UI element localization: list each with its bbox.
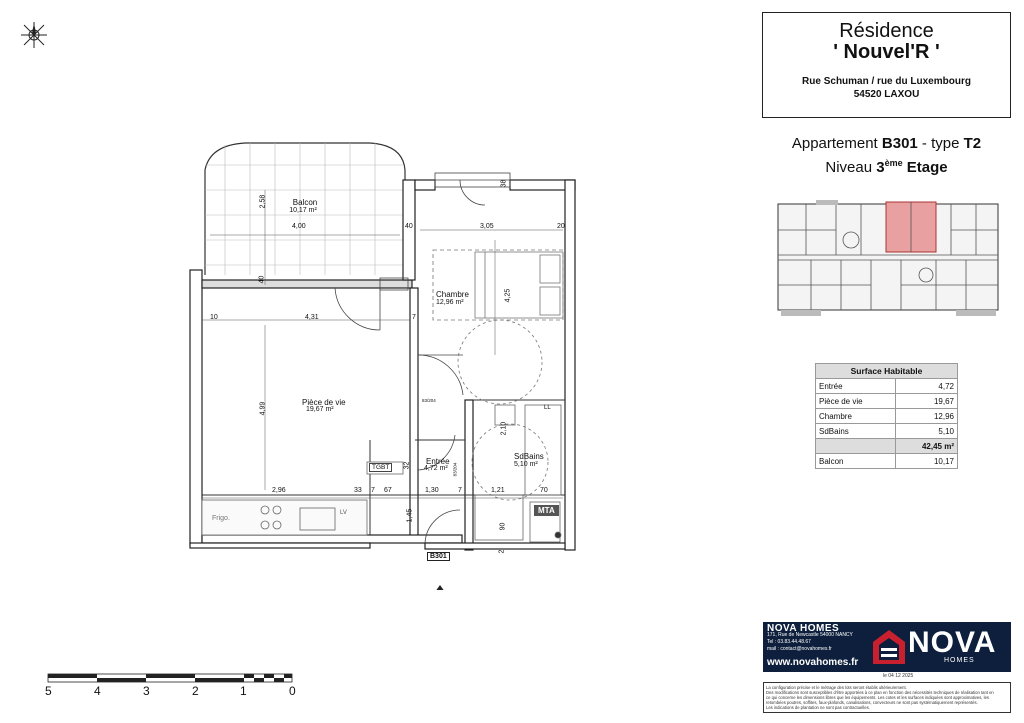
- room-label-chambre: Chambre: [436, 290, 469, 299]
- nova-house-icon: [872, 628, 906, 666]
- apartment-code: B301: [881, 135, 918, 152]
- scale-label: 1: [240, 684, 247, 698]
- disclaimer: [763, 682, 1011, 713]
- surface-table: [815, 363, 958, 469]
- key-plan: [776, 200, 1002, 318]
- company-info: [767, 625, 867, 653]
- floor-plan: [185, 140, 585, 590]
- room-area-chambre: 12,96 m²: [436, 299, 464, 306]
- level-suffix: Etage: [902, 159, 948, 176]
- dim-label: 4,00: [292, 223, 306, 230]
- row-value: 5,10: [896, 424, 958, 439]
- dim-label: 3,05: [480, 223, 494, 230]
- dim-label: 20: [557, 223, 565, 230]
- dim-label: 4,25: [504, 288, 512, 303]
- dim-label: 1,45: [406, 508, 414, 523]
- surface-table-header: Surface Habitable: [816, 364, 958, 379]
- dim-label: 10: [210, 314, 218, 321]
- dim-label: 70: [540, 487, 548, 494]
- entry-arrow-icon: [435, 585, 445, 590]
- row-value: 19,67: [896, 394, 958, 409]
- room-area-piece: 19,67 m²: [306, 406, 334, 413]
- table-row: [816, 379, 958, 394]
- ll-label: LL: [544, 405, 551, 411]
- disclaimer-line: ce qui concerne les dimensions libres que les équipements. Les cotes et les surfaces indiquées sont approximatives, les: [766, 695, 989, 700]
- total-row: [816, 439, 958, 454]
- room-label-balcon: [291, 198, 319, 207]
- company-mail: mail : contact@novahomes.fr: [767, 646, 832, 652]
- dim-label: 7: [458, 487, 462, 494]
- dim-label: 1,30: [425, 487, 439, 494]
- row-label: SdBains: [816, 424, 896, 439]
- level-line: [762, 158, 1011, 176]
- scale-label: 3: [143, 684, 150, 698]
- row-value: 10,17: [896, 454, 958, 469]
- table-row: [816, 394, 958, 409]
- level-superscript: ème: [884, 158, 903, 168]
- scale-label: 4: [94, 684, 101, 698]
- disclaimer-line: La configuration précise et le métrage des lots seront établis ultérieurement.: [766, 685, 907, 690]
- dim-label: 4,31: [305, 314, 319, 321]
- dim-label: 33: [354, 487, 362, 494]
- mta-label: MTA: [534, 505, 559, 516]
- table-row: [816, 454, 958, 469]
- scale-label: 5: [45, 684, 52, 698]
- apartment-prefix: Appartement: [791, 135, 882, 152]
- dim-label: 2,96: [272, 487, 286, 494]
- dim-label: 32: [403, 461, 411, 470]
- scale-label: 0: [289, 684, 296, 698]
- dim-label: 7: [412, 314, 416, 321]
- tgbt-label: TGBT: [369, 463, 392, 472]
- door-label-2: 83/204: [452, 462, 458, 477]
- row-label: Pièce de vie: [816, 394, 896, 409]
- logo-subtext: HOMES: [944, 657, 975, 664]
- apartment-line: [762, 135, 1011, 152]
- residence-address: Rue Schuman / rue du Luxembourg: [802, 76, 971, 87]
- dim-label: 2: [498, 549, 506, 554]
- table-row: [816, 409, 958, 424]
- row-label: Entrée: [816, 379, 896, 394]
- company-tel: Tel : 03.83.44.48.67: [767, 639, 811, 645]
- room-label-sdbains: SdBains: [514, 452, 544, 461]
- disclaimer-line: retombées poutres, soffites, faux-plafonds, canalisations, convecteurs ne sont pas systématiquement représentés.: [766, 700, 978, 705]
- room-label-piece: Pièce de vie: [302, 398, 346, 407]
- type-prefix: - type: [917, 135, 964, 152]
- room-area-entree: 4,72 m²: [424, 465, 448, 472]
- logo-text: NOVA: [908, 626, 997, 659]
- residence-label: Résidence: [839, 20, 934, 42]
- frigo-label: Frigo.: [212, 515, 230, 522]
- scale-label: 2: [192, 684, 199, 698]
- dim-label: 67: [384, 487, 392, 494]
- row-value: 12,96: [896, 409, 958, 424]
- nova-logo: [872, 626, 1008, 668]
- room-name: Balcon: [292, 198, 318, 207]
- dim-label: 1,21: [491, 487, 505, 494]
- table-row: [816, 424, 958, 439]
- title-box: [762, 12, 1011, 118]
- dim-label: 4,99: [259, 401, 267, 416]
- entry-code-label: B301: [427, 552, 450, 561]
- disclaimer-line: Les indications de plantation ne sont pas contractuelles.: [766, 705, 870, 710]
- dim-label: 2,10: [500, 421, 508, 436]
- company-website[interactable]: www.novahomes.fr: [767, 657, 859, 668]
- room-label-entree: Entrée: [426, 457, 450, 466]
- dim-label: 2,58: [259, 194, 267, 209]
- company-address: 171, Rue de Newcastle 54000 NANCY: [767, 632, 853, 638]
- door-label-1: 83/204: [422, 398, 436, 403]
- dim-label: 40: [258, 275, 266, 284]
- room-area-sdbains: 5,10 m²: [514, 461, 538, 468]
- apartment-type: T2: [963, 135, 982, 152]
- dim-label: 40: [405, 223, 413, 230]
- dim-label: 38: [500, 179, 508, 188]
- level-number: 3: [876, 159, 885, 176]
- residence-name: ' Nouvel'R ': [833, 41, 940, 63]
- disclaimer-line: Des modifications sont susceptibles d'être apportées à ce plan en fonction des nécessités techniques de réalisation tant en: [766, 690, 994, 695]
- row-label: Balcon: [816, 454, 896, 469]
- dim-label: 7: [371, 487, 375, 494]
- row-value: 4,72: [896, 379, 958, 394]
- level-prefix: Niveau: [825, 159, 877, 176]
- company-name: NOVA HOMES: [767, 623, 840, 634]
- row-label: Chambre: [816, 409, 896, 424]
- room-area-balcon: 10,17 m²: [289, 207, 317, 214]
- scale-bar: [45, 672, 300, 684]
- dim-label: 90: [499, 522, 507, 531]
- compass-rose-icon: [20, 21, 48, 49]
- lv-label: LV: [340, 510, 347, 516]
- residence-city: 54520 LAXOU: [853, 89, 920, 100]
- total-value: 42,45 m²: [896, 439, 958, 454]
- document-date: le 04 12 2025: [883, 673, 914, 679]
